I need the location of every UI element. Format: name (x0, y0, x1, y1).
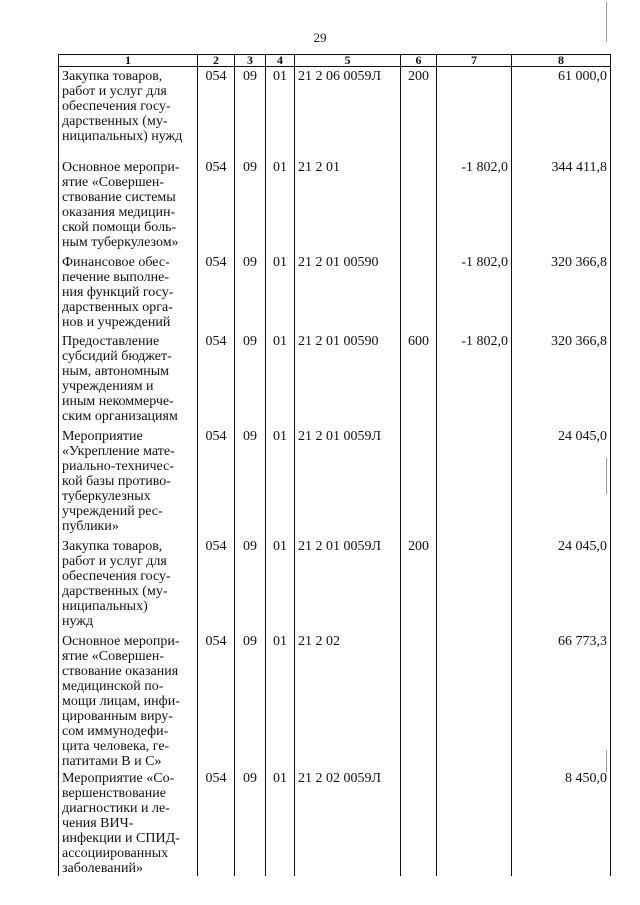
amount-cell: 320 366,8 (512, 253, 611, 332)
expense-type-cell (401, 158, 437, 253)
change-amount-cell (437, 769, 512, 876)
expense-type-cell (401, 253, 437, 332)
expense-type-cell: 600 (401, 332, 437, 427)
subsection-code-cell: 01 (266, 427, 295, 537)
amount-cell: 320 366,8 (512, 332, 611, 427)
table-row (59, 537, 611, 632)
budget-table (58, 54, 611, 876)
row-name-cell: Основное меропри- ятие «Совершен- ствование системы оказания медицин- ской помощи боль- ным туберкулезом» (59, 158, 198, 253)
table-row (59, 769, 611, 876)
row-name-cell: Мероприятие «Укрепление мате- риально-техничес- кой базы противо- туберкулезных учреждений рес- публики» (59, 427, 198, 537)
column-header: 6 (401, 55, 437, 67)
expense-type-cell: 200 (401, 537, 437, 632)
table-row (59, 158, 611, 253)
amount-cell: 24 045,0 (512, 537, 611, 632)
ministry-code-cell: 054 (198, 769, 235, 876)
amount-cell: 344 411,8 (512, 158, 611, 253)
section-code-cell: 09 (235, 427, 266, 537)
header-row (59, 55, 611, 67)
section-code-cell: 09 (235, 67, 266, 159)
row-name-cell: Финансовое обес- печение выполне- ния функций госу- дарственных орга- нов и учреждений (59, 253, 198, 332)
row-name-cell: Мероприятие «Со- вершенствование диагностики и ле- чения ВИЧ- инфекции и СПИД- ассоциированных заболеваний» (59, 769, 198, 876)
change-amount-cell (437, 537, 512, 632)
column-header: 1 (59, 55, 198, 67)
expense-type-cell: 200 (401, 67, 437, 159)
ministry-code-cell: 054 (198, 253, 235, 332)
change-amount-cell: -1 802,0 (437, 158, 512, 253)
change-amount-cell (437, 427, 512, 537)
table-row (59, 253, 611, 332)
column-header: 2 (198, 55, 235, 67)
amount-cell: 8 450,0 (512, 769, 611, 876)
amount-cell: 24 045,0 (512, 427, 611, 537)
change-amount-cell: -1 802,0 (437, 332, 512, 427)
ministry-code-cell: 054 (198, 427, 235, 537)
target-article-cell: 21 2 01 0059Л (295, 427, 401, 537)
target-article-cell: 21 2 01 00590 (295, 332, 401, 427)
table-row (59, 67, 611, 159)
target-article-cell: 21 2 01 0059Л (295, 537, 401, 632)
subsection-code-cell: 01 (266, 253, 295, 332)
expense-type-cell (401, 769, 437, 876)
margin-mark (606, 2, 607, 42)
row-name-cell: Закупка товаров, работ и услуг для обеспечения госу- дарственных (му- ниципальных) нужд (59, 67, 198, 159)
subsection-code-cell: 01 (266, 67, 295, 159)
column-header: 3 (235, 55, 266, 67)
row-name-cell: Основное меропри- ятие «Совершен- ствование оказания медицинской по- мощи лицам, инфи- цированным виру- сом иммунодефи- цита человека, ге- патитами В и С» (59, 632, 198, 769)
table-body (59, 67, 611, 877)
section-code-cell: 09 (235, 158, 266, 253)
section-code-cell: 09 (235, 632, 266, 769)
row-name-cell: Закупка товаров, работ и услуг для обеспечения госу- дарственных (му- ниципальных) нужд (59, 537, 198, 632)
row-name-cell: Предоставление субсидий бюджет- ным, автономным учреждениям и иным некоммерче- ским организациям (59, 332, 198, 427)
target-article-cell: 21 2 06 0059Л (295, 67, 401, 159)
table-row (59, 427, 611, 537)
subsection-code-cell: 01 (266, 158, 295, 253)
table-row (59, 632, 611, 769)
target-article-cell: 21 2 02 0059Л (295, 769, 401, 876)
subsection-code-cell: 01 (266, 332, 295, 427)
ministry-code-cell: 054 (198, 537, 235, 632)
ministry-code-cell: 054 (198, 332, 235, 427)
ministry-code-cell: 054 (198, 632, 235, 769)
target-article-cell: 21 2 01 (295, 158, 401, 253)
page-number: 29 (313, 30, 327, 45)
section-code-cell: 09 (235, 769, 266, 876)
change-amount-cell (437, 67, 512, 159)
change-amount-cell: -1 802,0 (437, 253, 512, 332)
subsection-code-cell: 01 (266, 632, 295, 769)
target-article-cell: 21 2 01 00590 (295, 253, 401, 332)
ministry-code-cell: 054 (198, 67, 235, 159)
target-article-cell: 21 2 02 (295, 632, 401, 769)
column-header: 4 (266, 55, 295, 67)
section-code-cell: 09 (235, 253, 266, 332)
ministry-code-cell: 054 (198, 158, 235, 253)
change-amount-cell (437, 632, 512, 769)
column-header: 7 (437, 55, 512, 67)
section-code-cell: 09 (235, 537, 266, 632)
column-header: 5 (295, 55, 401, 67)
subsection-code-cell: 01 (266, 537, 295, 632)
section-code-cell: 09 (235, 332, 266, 427)
column-header: 8 (512, 55, 611, 67)
amount-cell: 66 773,3 (512, 632, 611, 769)
table-row (59, 332, 611, 427)
subsection-code-cell: 01 (266, 769, 295, 876)
expense-type-cell (401, 632, 437, 769)
amount-cell: 61 000,0 (512, 67, 611, 159)
expense-type-cell (401, 427, 437, 537)
